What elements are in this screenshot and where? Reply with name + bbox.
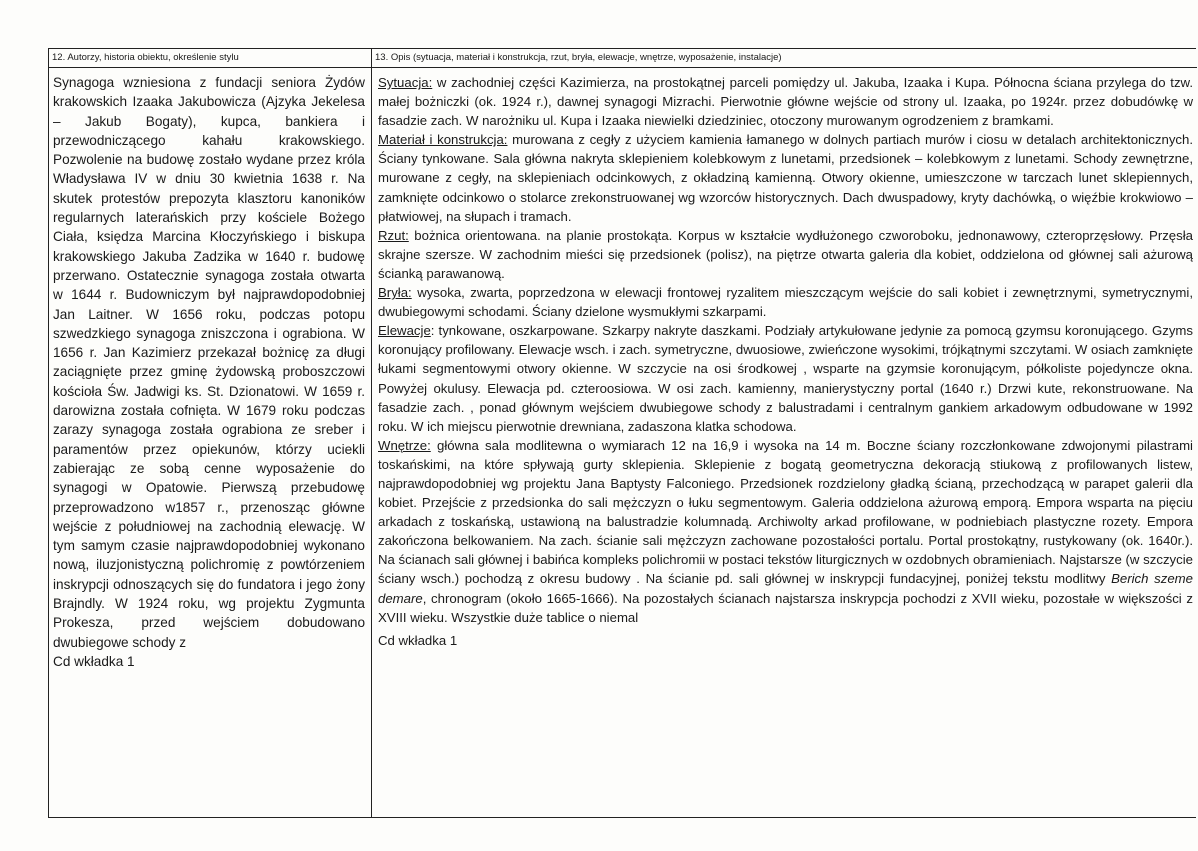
description-continuation-note: Cd wkładka 1 <box>378 632 458 648</box>
section-location <box>378 73 1193 130</box>
prayer-title: Berich szeme demare <box>378 571 1193 606</box>
history-text: Synagoga wzniesiona z fundacji seniora Żydów krakowskich Izaaka Jakubowicza (Ajzyka Jekelesa – Jakub Bogaty), kupca, bankiera i przewodniczącego kahału krakowskiego. Pozwolenie na budowę zostało wydane przez króla Władysława IV w dniu 30 kwietnia 1638 r. Na skutek protestów prepozyta klasztoru kanoników regularnych laterańskich przy kościele Bożego Ciała, księdza Marcina Kłoczyńskiego i biskupa krakowskiego Jakuba Zadzika w 1640 r. budowę przerwano. Ostatecznie synagoga została otwarta w 1644 r. Budowniczym był najprawdopodobniej Jan Laitner. W 1656 roku, podczas potopu szwedzkiego synagoga zniszczona i ograbiona. W 1656 r. Jan Kazimierz przekazał bożnicę za długi zaciągnięte przez gminę żydowską proboszczowi kościoła Św. Jadwigi ks. St. Dzionatowi. W 1659 r. darowizna została cofnięta. W 1679 roku podczas zarazy synagoga została ograbiona ze sreber i paramentów przez opiekunów, którzy uciekli zabierając ze sobą cenne wyposażenie do synagogi w Opatowie. Pierwszą przebudowę przeprowadzono w1857 r., przenosząc główne wejście z południowej na zachodnią elewację. W tym samym czasie najprawdopodobniej wykonano nową, iluzjonistyczną polichromię z powtórzeniem inskrypcji odnoszących się do fundatora i jego żony Brajndly. W 1924 roku, wg projektu Zygmunta Prokesza, przed wejściem dobudowano dwubiegowe schody z <box>53 75 365 650</box>
description-column <box>378 73 1193 650</box>
section-massing <box>378 283 1193 321</box>
section-label: Elewacje <box>378 323 431 339</box>
section-material <box>378 130 1193 225</box>
history-column <box>53 73 365 671</box>
section-label: Sytuacja: <box>378 75 433 90</box>
section-text: : tynkowane, oszkarpowane. Szkarpy nakryte daszkami. Podziały artykułowane jedynie za pomocą gzymsu koronującego. Gzyms koronujący profilowany. Elewacje wsch. i zach. symetryczne, dwuosiowe, zwieńczone wysokimi, trójkątnymi szczytami. W osiach zamknięte łukami segmentowymi otwory okienne. W szczycie na osi środkowej , wsparte na gzymsie koronującym, półkoliste pojedyncze okna. Powyżej okulusy. Elewacja pd. czteroosiowa. W osi zach. kamienny, manierystyczny portal (1640 r.) Drzwi kute, rekonstruowane. Na fasadzie zach. , ponad głównym wejściem dwubiegowe schody z balustradami i centralnym gankiem arkadowym odbudowane w 1992 roku. W ich miejscu pierwotnie drewniana, zadaszona klatka schodowa. <box>378 323 1193 434</box>
header-description: 13. Opis (sytuacja, materiał i konstrukcja, rzut, bryła, elewacje, wnętrze, wyposażenie, instalacje) <box>371 49 1197 68</box>
section-label: Rzut: <box>378 227 409 243</box>
section-label: Bryła: <box>378 285 412 301</box>
section-text: główna sala modlitewna o wymiarach 12 na 16,9 i wysoka na 14 m. Boczne ściany rozczłonkowane zdwojonymi pilastrami toskańskimi, na które spływają gurty sklepienia. Sklepienie z bogatą geometryczna dekoracją stiukową z profilowanych listew, najprawdopodobniej wg projektu Jana Baptysty Falconiego. Przedsionek rozdzielony gładką ścianą, przechodzącą w parapet galerii dla kobiet. Przejście z przedsionka do sali mężczyzn o łuku segmentowym. Galeria oddzielona ażurową emporą. Empora wsparta na pięciu arkadach z toskańską, ustawioną na balustradzie kolumnadą. Archiwolty arkad profilowane, w podniebiach plastyczne rozety. Empora zakończona belkowaniem. Na zach. ścianie sali mężczyzn zachowane pozostałości portalu. Portal prostokątny, rustykowany (ok. 1640r.). Na ścianach sali głównej i babińca kompleks polichromii w postaci tekstów liturgicznych w ozdobnych obramieniach. Najstarsze (w szczycie ściany wsch.) pochodzą z okresu budowy . Na ścianie pd. sali głównej w inskrypcji fundacyjnej, poniżej tekstu modlitwy <box>378 437 1193 587</box>
section-plan <box>378 226 1193 283</box>
section-text-continued: , chronogram (około 1665-1666). Na pozostałych ścianach najstarsza inskrypcja pochodzi z XVII wieku, pozostałe w większości z XVIII wieku. Wszystkie duże tablice o niemal <box>378 590 1193 625</box>
section-text: bożnica orientowana. na planie prostokąta. Korpus w kształcie wydłużonego czworoboku, jednonawowy, czteroprzęsłowy. Przęsła skrajne szersze. W zachodnim mieści się przedsionek (polisz), na piętrze otwarta galeria dla kobiet, oddzielona od głównej sali ażurową ścianką parawanową. <box>378 227 1193 281</box>
section-text: w zachodniej części Kazimierza, na prostokątnej parceli pomiędzy ul. Jakuba, Izaaka i Kupa. Północna ściana przylega do tzw. małej bożniczki (ok. 1924 r.), dawnej synagogi Mizrachi. Pierwotnie główne wejście od strony ul. Izaaka, po 1924r. przez dobudówkę w fasadzie zach. W narożniku ul. Kupa i Izaaka niewielki dziedziniec, otoczony murowanym ogrodzeniem z bramkami. <box>378 75 1193 129</box>
column-divider <box>371 68 372 817</box>
history-continuation-note: Cd wkładka 1 <box>53 653 135 669</box>
section-elevations <box>378 321 1193 436</box>
section-text: murowana z cegły z użyciem kamienia łamanego w dolnych partiach murów i ciosu w detalach architektonicznych. Ściany tynkowane. Sala główna nakryta sklepieniem kolebkowym z lunetami, przedsionek – kolebkowym z lunetami. Schody zewnętrzne, murowane z cegły, na sklepieniach odcinkowych, z okładziną kamienną. Otwory okienne, umieszczone w tarczach lunet sklepiennych, zamknięte odcinkowo o stolarce zrekonstruowanej wg wzorców historycznych. Dach dwuspadowy, kryty dachówką, o więźbie krokwiowo – płatwiowej, na słupach i tramach. <box>378 132 1194 224</box>
section-label: Wnętrze: <box>378 437 431 453</box>
section-label: Materiał i konstrukcja: <box>378 132 508 148</box>
document-sheet <box>48 48 1196 818</box>
header-authors-history: 12. Autorzy, historia obiektu, określenie stylu <box>49 49 371 68</box>
section-interior <box>378 436 1193 627</box>
section-text: wysoka, zwarta, poprzedzona w elewacji frontowej ryzalitem mieszczącym wejście do sali kobiet i zewnętrznymi, symetrycznymi, dwubiegowymi schodami. Ściany dzielone wysmukłymi szkarpami. <box>378 285 1193 320</box>
